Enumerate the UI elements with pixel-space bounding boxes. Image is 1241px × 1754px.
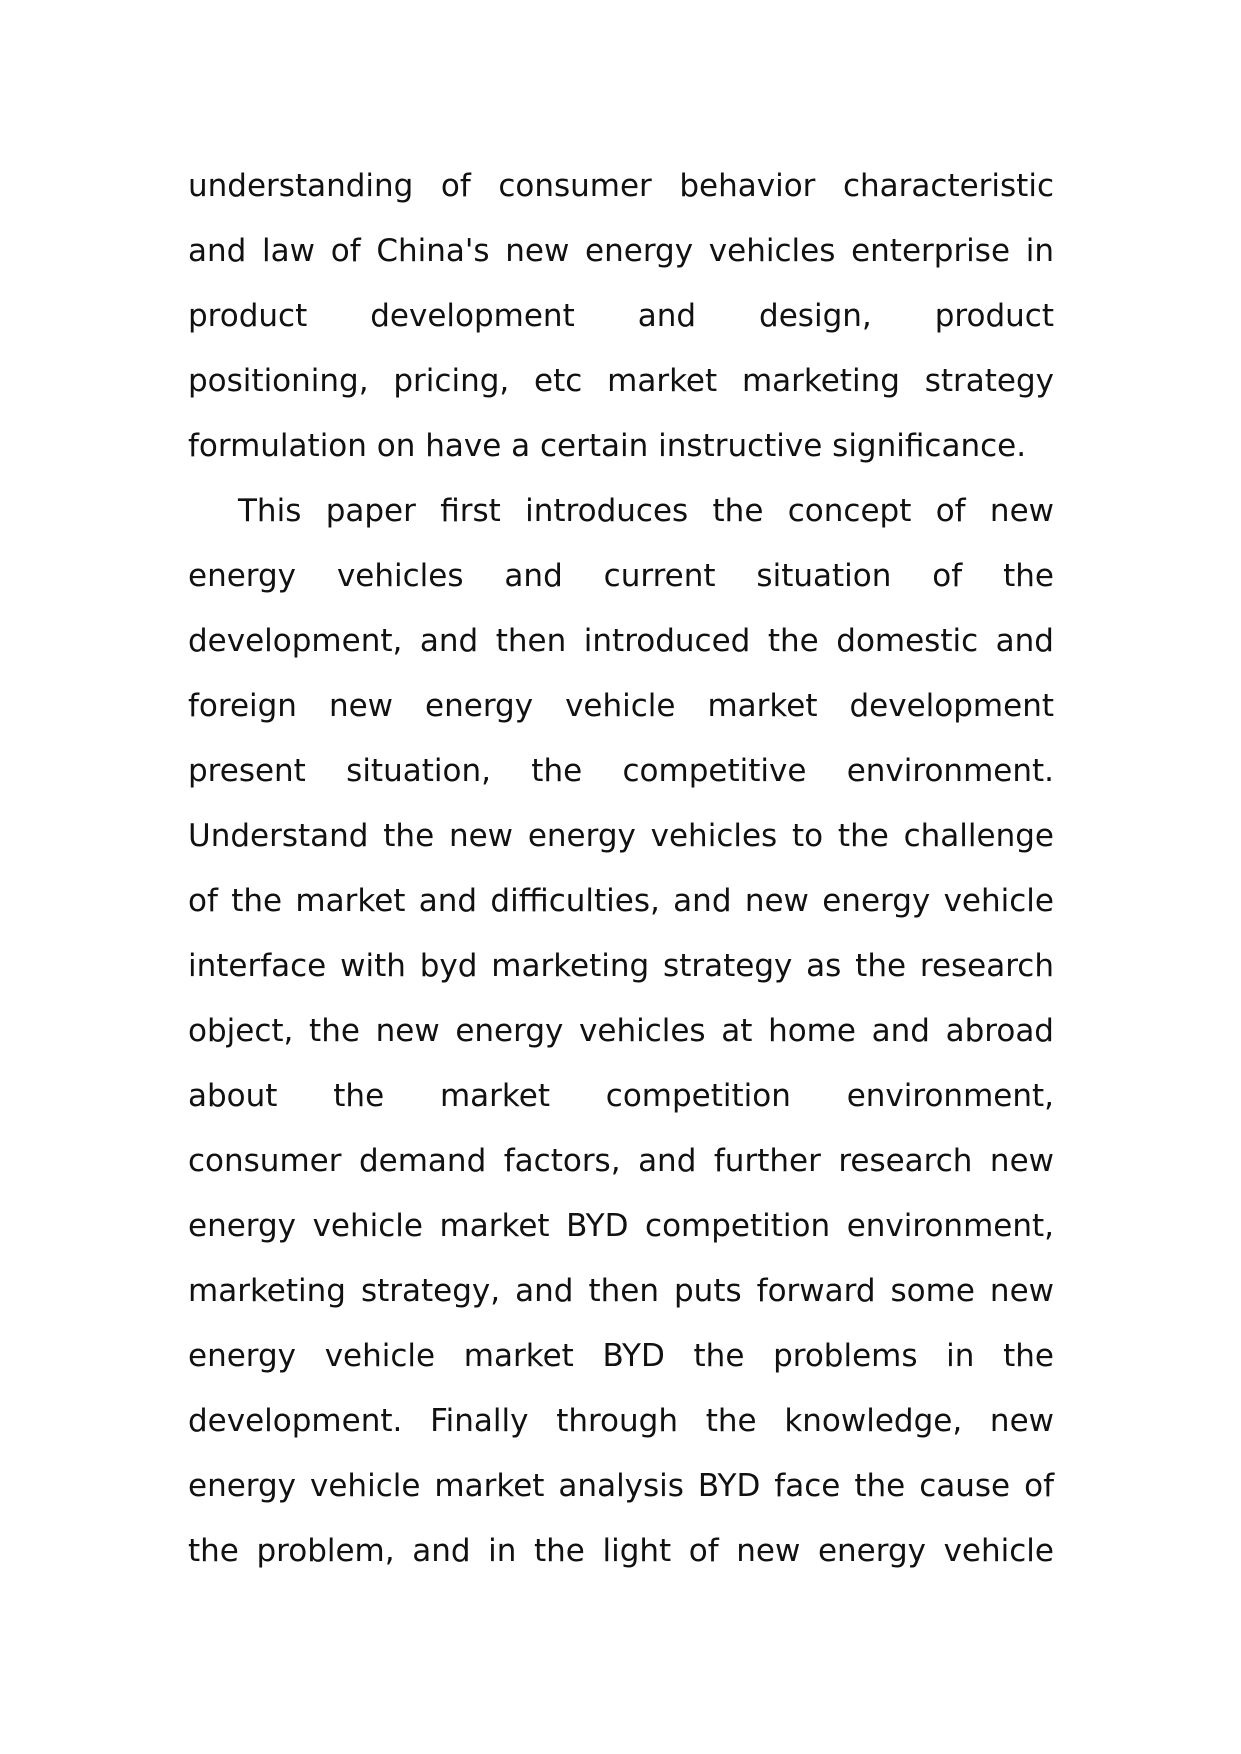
text-line: about the market competition environment, <box>188 1078 1054 1114</box>
text-line: development. Finally through the knowledge, new <box>188 1403 1054 1439</box>
text-line: positioning, pricing, etc market marketing strategy <box>188 363 1054 399</box>
text-line: foreign new energy vehicle market development <box>188 688 1054 724</box>
text-line: product development and design, product <box>188 298 1054 334</box>
text-line: consumer demand factors, and further research new <box>188 1143 1054 1179</box>
text-line: object, the new energy vehicles at home and abroad <box>188 1013 1054 1049</box>
text-line: energy vehicle market BYD the problems in the <box>188 1338 1054 1374</box>
body-text <box>188 154 1054 1584</box>
text-line: development, and then introduced the domestic and <box>188 623 1054 659</box>
text-line: Understand the new energy vehicles to the challenge <box>188 818 1054 854</box>
text-line: present situation, the competitive environment. <box>188 753 1054 789</box>
text-line: interface with byd marketing strategy as the research <box>188 948 1054 984</box>
text-line: understanding of consumer behavior characteristic <box>188 168 1054 204</box>
paragraph-1 <box>188 154 1054 479</box>
paragraph-2 <box>188 479 1054 1584</box>
text-line: of the market and difficulties, and new energy vehicle <box>188 883 1054 919</box>
text-line: formulation on have a certain instructive significance. <box>188 428 1027 464</box>
text-line: energy vehicle market analysis BYD face the cause of <box>188 1468 1054 1504</box>
text-line: This paper first introduces the concept of new <box>238 493 1054 529</box>
text-line: the problem, and in the light of new energy vehicle <box>188 1533 1054 1569</box>
text-line: energy vehicle market BYD competition environment, <box>188 1208 1054 1244</box>
text-line: and law of China's new energy vehicles enterprise in <box>188 233 1054 269</box>
text-line: marketing strategy, and then puts forward some new <box>188 1273 1054 1309</box>
text-line: energy vehicles and current situation of the <box>188 558 1054 594</box>
